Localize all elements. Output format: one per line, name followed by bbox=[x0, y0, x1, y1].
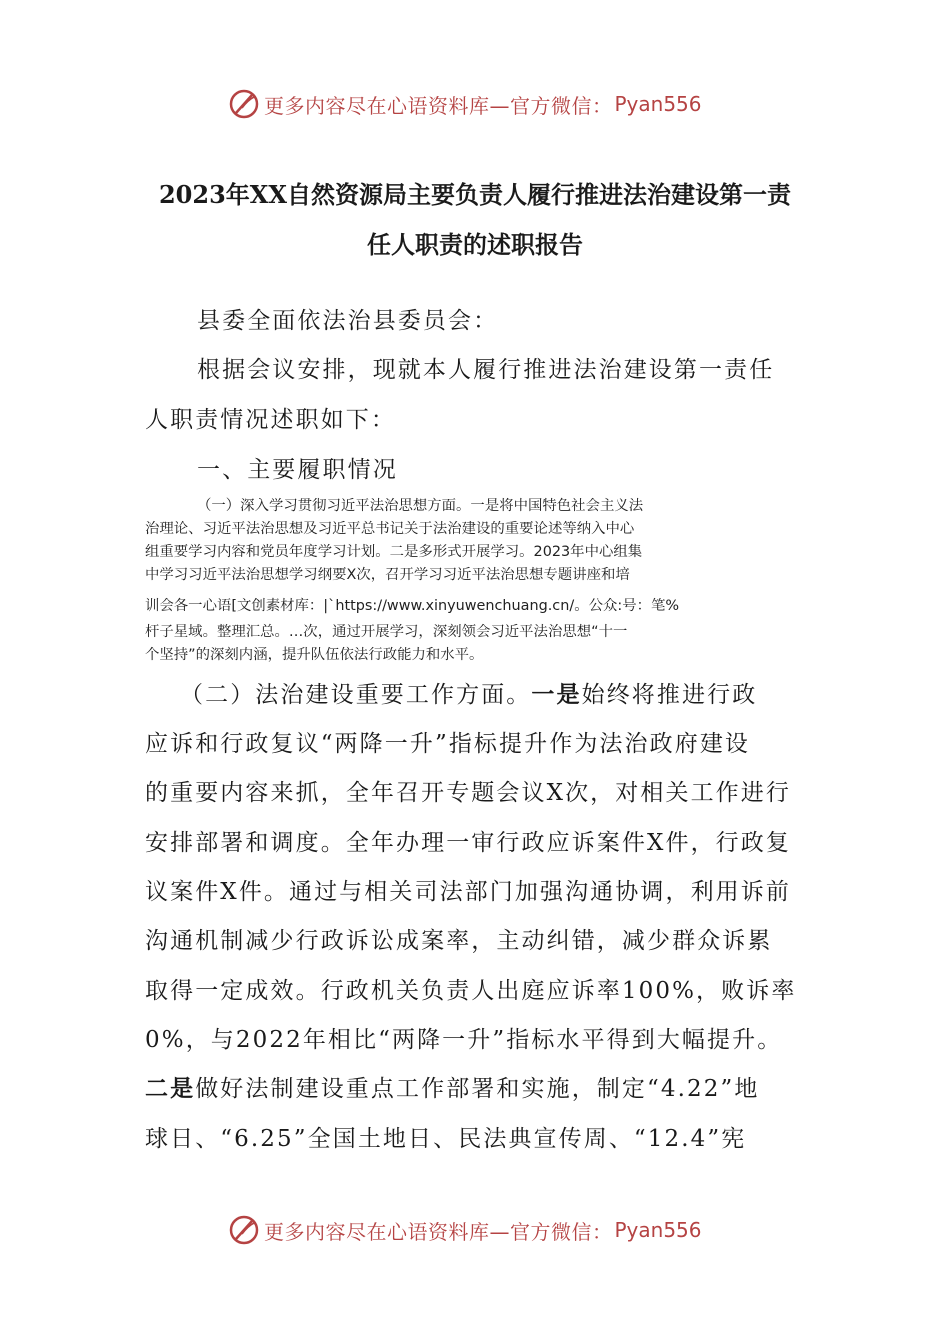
para2-line-1 bbox=[180, 680, 757, 710]
para1-line: 训会各一心语[文创素材库：|`https://www.xinyuwenchuang.cn/。公众:号：笔% bbox=[145, 598, 680, 614]
para1-line: 中学习习近平法治思想学习纲要X次，召开学习习近平法治思想专题讲座和培 bbox=[145, 567, 630, 583]
header-watermark bbox=[228, 84, 788, 124]
para1-line: （一）深入学习贯彻习近平法治思想方面。一是将中国特色社会主义法 bbox=[197, 498, 644, 514]
para2-line-9 bbox=[145, 1074, 759, 1104]
salutation: 县委全面依法治县委员会： bbox=[197, 308, 499, 334]
document-title-line-2: 任人职责的述职报告 bbox=[367, 230, 583, 259]
document-title-line-1: 2023年XX自然资源局主要负责人履行推进法治建设第一责 bbox=[158, 180, 792, 209]
watermark-wechat-id: Pyan556 bbox=[614, 92, 702, 116]
para1-line: 个坚持”的深刻内涵，提升队伍依法行政能力和水平。 bbox=[145, 647, 484, 663]
para2-line: 0%，与2022年相比“两降一升”指标水平得到大幅提升。 bbox=[145, 1027, 783, 1053]
section-1-heading: 一、主要履职情况 bbox=[197, 457, 398, 483]
para2-line-10: 球日、“6.25”全国土地日、民法典宣传周、“12.4”宪 bbox=[145, 1126, 747, 1152]
intro-line-1: 根据会议安排，现就本人履行推进法治建设第一责任 bbox=[197, 357, 775, 383]
watermark-text: 更多内容尽在心语资料库—官方微信： bbox=[264, 93, 613, 118]
quill-logo-icon bbox=[228, 88, 260, 120]
para2-line: 议案件X件。通过与相关司法部门加强沟通协调，利用诉前 bbox=[145, 879, 791, 905]
para2-line: 沟通机制减少行政诉讼成案率，主动纠错，减少群众诉累 bbox=[145, 928, 773, 954]
para2-line: 安排部署和调度。全年办理一审行政应诉案件X件，行政复 bbox=[145, 830, 791, 856]
para2-line-1-prefix: （二）法治建设重要工作方面。 bbox=[180, 682, 532, 708]
para1-line: 治理论、习近平法治思想及习近平总书记关于法治建设的重要论述等纳入中心 bbox=[145, 521, 635, 537]
watermark-text: 更多内容尽在心语资料库—官方微信： bbox=[264, 1219, 613, 1244]
intro-line-2: 人职责情况述职如下： bbox=[145, 407, 396, 433]
para2-line-9-text: 做好法制建设重点工作部署和实施，制定“4.22”地 bbox=[195, 1076, 760, 1102]
para2-line: 应诉和行政复议“两降一升”指标提升作为法治政府建设 bbox=[145, 731, 751, 757]
para2-emphasis-2: 二是 bbox=[145, 1075, 196, 1102]
footer-watermark bbox=[228, 1210, 788, 1250]
para2-emphasis-1: 一是 bbox=[531, 681, 582, 708]
para1-line: 组重要学习内容和党员年度学习计划。二是多形式开展学习。2023年中心组集 bbox=[145, 544, 643, 560]
quill-logo-icon bbox=[228, 1214, 260, 1246]
para2-line-1-suffix: 始终将推进行政 bbox=[581, 682, 758, 708]
watermark-wechat-id: Pyan556 bbox=[614, 1218, 702, 1242]
para2-line: 取得一定成效。行政机关负责人出庭应诉率100%，败诉率 bbox=[145, 978, 797, 1004]
para2-line: 的重要内容来抓，全年召开专题会议X次，对相关工作进行 bbox=[145, 780, 791, 806]
para1-line: 杆子星域。整理汇总。…次，通过开展学习，深刻领会习近平法治思想“十一 bbox=[145, 624, 628, 640]
